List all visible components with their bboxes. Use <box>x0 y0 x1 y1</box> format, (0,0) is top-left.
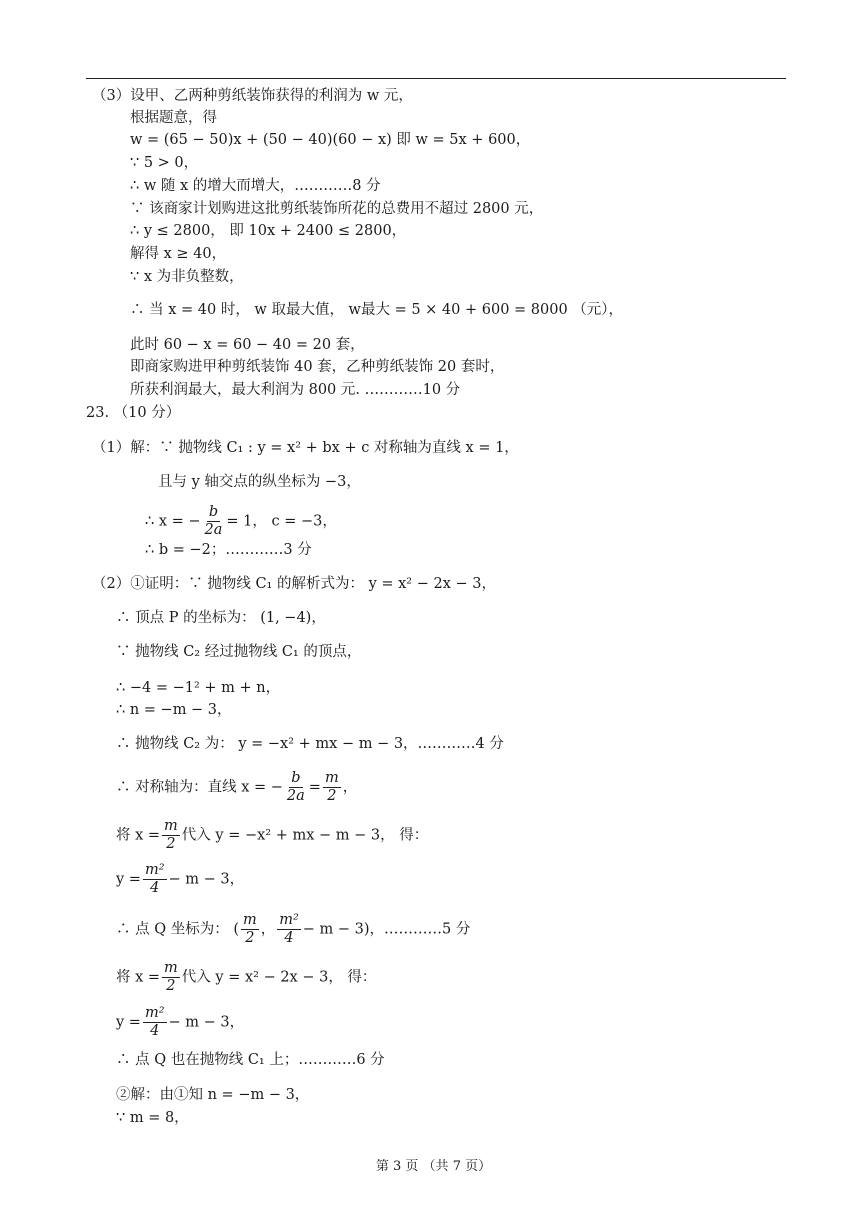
text-line: ∵ x 为非负整数， <box>130 269 244 285</box>
text-segment: 将 x = <box>116 827 161 844</box>
equation-line: ∴ 当 x = 40 时， w 取最大值， w最大 = 5 × 40 + 600 = 8000 （元）， <box>130 302 624 318</box>
fraction <box>143 862 167 897</box>
fraction-numerator: b <box>291 770 301 786</box>
fraction-denominator: 2a <box>286 788 305 804</box>
text-segment: ∴ 对称轴为：直线 x = − <box>116 779 283 796</box>
fraction-line <box>116 912 470 947</box>
part1-line: （1）解：∵ 抛物线 C₁ : y = x² + bx + c 对称轴为直线 x = 1， <box>92 440 519 456</box>
text-segment: = 1， c = −3， <box>226 513 337 530</box>
header-rule <box>86 78 786 79</box>
text-segment: − m − 3)，…………5 分 <box>302 921 471 938</box>
fraction-denominator: 4 <box>284 930 294 946</box>
text-line: 根据题意，得 <box>130 110 217 126</box>
equation-line: 此时 60 − x = 60 − 40 = 20 套， <box>130 337 365 353</box>
equation-line: ∴ n = −m − 3， <box>116 702 232 718</box>
fraction-line <box>145 504 337 539</box>
fraction-denominator: 2a <box>204 522 223 538</box>
fraction-numerator: m² <box>279 912 299 928</box>
equation-line: ∴ 抛物线 C₂ 为： y = −x² + mx − m − 3，…………4 分 <box>116 736 504 752</box>
fraction-line <box>116 818 428 853</box>
fraction-line <box>116 960 376 995</box>
text-line: ∴ w 随 x 的增大而增大，…………8 分 <box>130 178 381 194</box>
page-footer: 第 3 页 （共 7 页） <box>375 1159 492 1174</box>
equation-line: ∴ y ≤ 2800， 即 10x + 2400 ≤ 2800， <box>130 223 407 239</box>
text-line: ∵ 该商家计划购进这批剪纸装饰所花的总费用不超过 2800 元， <box>130 201 544 217</box>
equation-line: ∵ 5 > 0， <box>130 155 199 171</box>
fraction <box>162 818 180 853</box>
fraction-denominator: 2 <box>166 836 176 852</box>
fraction <box>241 912 259 947</box>
fraction-line <box>116 862 244 897</box>
fraction-numerator: b <box>208 504 219 520</box>
text-line: 且与 y 轴交点的纵坐标为 −3， <box>158 474 361 490</box>
question-23-heading: 23. （10 分） <box>86 405 181 421</box>
fraction-numerator: m <box>242 912 257 928</box>
text-line: ∵ 抛物线 C₂ 经过抛物线 C₁ 的顶点， <box>116 644 362 660</box>
equation-line: ∴ −4 = −1² + m + n， <box>116 680 281 696</box>
equation-line: ∴ b = −2；…………3 分 <box>145 542 312 558</box>
text-line: ∴ 点 Q 也在抛物线 C₁ 上；…………6 分 <box>116 1052 385 1068</box>
fraction-numerator: m² <box>144 1005 165 1021</box>
text-line: ∴ 顶点 P 的坐标为： (1, −4)， <box>116 610 326 626</box>
text-segment: ∴ 点 Q 坐标为： ( <box>116 921 239 938</box>
text-line: 解得 x ≥ 40， <box>130 246 227 262</box>
text-segment: y = <box>116 1014 141 1031</box>
fraction-numerator: m <box>164 818 178 834</box>
text-segment: ， <box>260 921 276 938</box>
fraction-denominator: 4 <box>150 1023 160 1039</box>
part3-heading: （3）设甲、乙两种剪纸装饰获得的利润为 w 元， <box>92 88 413 104</box>
fraction-numerator: m <box>164 960 178 976</box>
text-line: 即商家购进甲种剪纸装饰 40 套，乙种剪纸装饰 20 套时， <box>130 359 505 375</box>
fraction <box>203 504 225 539</box>
fraction <box>277 912 301 947</box>
fraction-line <box>116 1005 244 1040</box>
fraction-denominator: 2 <box>166 978 176 994</box>
text-segment: ∴ x = − <box>145 513 201 530</box>
equation-line: w = (65 − 50)x + (50 − 40)(60 − x) 即 w = 5x + 600， <box>130 132 531 148</box>
text-segment: − m − 3， <box>168 871 245 888</box>
text-segment: 将 x = <box>116 969 161 986</box>
text-segment: 代入 y = x² − 2x − 3， 得： <box>181 969 377 986</box>
text-segment: ， <box>342 779 358 796</box>
fraction-numerator: m² <box>144 862 165 878</box>
text-line: ②解：由①知 n = −m − 3， <box>116 1087 310 1103</box>
text-segment: = <box>308 779 321 796</box>
part2-line: （2）①证明：∵ 抛物线 C₁ 的解析式为： y = x² − 2x − 3， <box>92 576 496 592</box>
text-segment: 代入 y = −x² + mx − m − 3， 得： <box>181 827 429 844</box>
fraction-denominator: 4 <box>150 880 160 896</box>
text-segment: y = <box>116 871 141 888</box>
fraction <box>143 1005 167 1040</box>
text-line: 所获利润最大，最大利润为 800 元. …………10 分 <box>130 382 461 398</box>
equation-line: ∵ m = 8， <box>116 1110 189 1126</box>
fraction-numerator: m <box>324 770 339 786</box>
text-segment: − m − 3， <box>168 1014 245 1031</box>
fraction <box>323 770 341 805</box>
fraction-line <box>116 770 357 805</box>
fraction-denominator: 2 <box>327 788 337 804</box>
fraction <box>285 770 307 805</box>
fraction <box>162 960 180 995</box>
fraction-denominator: 2 <box>245 930 255 946</box>
